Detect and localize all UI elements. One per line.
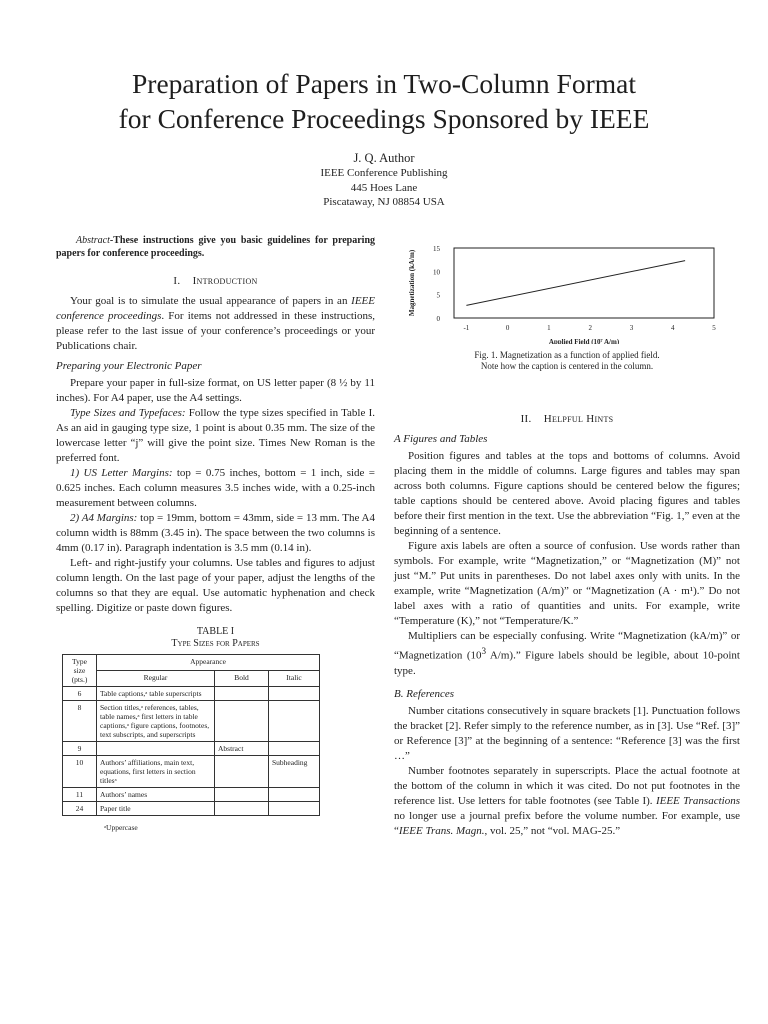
magnetization-chart <box>394 234 740 344</box>
figure-caption-line-1: Fig. 1. Magnetization as a function of applied field. <box>474 350 660 360</box>
hints-paragraph-b2 <box>394 764 740 839</box>
table-cell-size: 9 <box>63 742 97 756</box>
table-cell-italic: Subheading <box>269 756 320 788</box>
type-sizes-table <box>62 654 320 816</box>
abstract-label: Abstract <box>76 235 110 246</box>
intro-paragraph-1 <box>56 294 375 354</box>
inline-heading: 2) A4 Margins: <box>70 512 138 524</box>
table-cell-regular: Section titles,ᵃ references, tables, table names,ᵃ first letters in table captions,ᵃ figure captions, footnotes, text subscripts, and superscripts <box>97 701 215 742</box>
hints-paragraph-a2: Figure axis labels are often a source of confusion. Use words rather than symbols. For example, write “Magnetization,” or “Magnetization (M)” not just “M.” Put units in parentheses. Do not label axes only with units. In the example, write “Magnetization (A/m)” or “Magnetization (A · m¹).” Do not label axes with a ratio of quantities and units. For example, write “Temperature (K),” not “Temperature/K.” <box>394 540 740 627</box>
affiliation-line-1: IEEE Conference Publishing <box>320 167 448 179</box>
abstract-text: These instructions give you basic guidelines for preparing papers for conference proceedings. <box>56 235 375 259</box>
table-cell-regular: Authors’ names <box>97 788 215 802</box>
y-tick-label: 15 <box>433 245 440 253</box>
table-caption: Type Sizes for Papers <box>171 638 260 649</box>
table-row <box>63 788 320 802</box>
intro-paragraph-4 <box>56 466 375 511</box>
table-header-regular: Regular <box>97 671 215 687</box>
table-row <box>63 756 320 788</box>
table-header-bold: Bold <box>215 671 269 687</box>
text-run: no longer use a journal prefix before the volume number. For example, use “ <box>394 809 740 837</box>
section-number: I. <box>173 275 181 287</box>
table-cell-italic <box>269 802 320 816</box>
text-run: Multipliers can be especially confusing. Write “Magnetization (kA/m)” or “Magnetization (10 <box>394 630 740 662</box>
table-cell-regular: Table captions,ᵃ table superscripts <box>97 687 215 701</box>
text-run-italic: IEEE Trans. Magn. <box>398 824 485 837</box>
table-cell-size: 8 <box>63 701 97 742</box>
table-row <box>63 802 320 816</box>
text-run: A/m).” Figure labels should be legible, about 10-point type. <box>394 649 740 677</box>
table-footnote: ᵃUppercase <box>104 823 138 832</box>
intro-paragraph-6: Left- and right-justify your columns. Use tables and figures to adjust column length. On the last page of your paper, adjust the lengths of the columns so that they are equal. Use automatic hyphenation and check spelling. Digitize or paste down figures. <box>56 557 375 614</box>
text-run: Follow the type sizes specified in Table I. As an aid in gauging type size, 1 point is about 0.35 mm. The size of the lowercase letter “j” will give the point size. Times New Roman is the preferred font. <box>56 407 375 464</box>
table-cell-regular: Paper title <box>97 802 215 816</box>
table-cell-bold <box>215 701 269 742</box>
intro-paragraph-5 <box>56 511 375 556</box>
table-cell-size: 24 <box>63 802 97 816</box>
table-row <box>63 701 320 742</box>
table-cell-bold: Abstract <box>215 742 269 756</box>
intro-paragraph-2: Prepare your paper in full-size format, on US letter paper (8 ½ by 11 inches). For A4 paper, use the A4 settings. <box>56 377 375 404</box>
x-axis-label: Applied Field (10⁷ A/m) <box>548 338 620 344</box>
section-title: Introduction <box>192 275 258 287</box>
y-tick-label: 10 <box>433 268 440 277</box>
x-tick-label: 0 <box>505 324 510 332</box>
figure-caption-line-2: Note how the caption is centered in the column. <box>480 361 654 371</box>
table-cell-regular <box>97 742 215 756</box>
hints-paragraph-a3 <box>394 629 740 679</box>
author-name: J. Q. Author <box>353 151 415 165</box>
table-row <box>63 687 320 701</box>
text-run: Number footnotes separately in superscripts. Place the actual footnote at the bottom of the column in which it was cited. Do not put footnotes in the reference list. Use letters for table footnotes (see Table I). <box>394 764 740 807</box>
table-cell-italic <box>269 742 320 756</box>
table-body <box>63 687 320 816</box>
y-tick-label: 5 <box>436 291 440 300</box>
y-tick-label: 0 <box>436 315 440 323</box>
table-cell-italic <box>269 788 320 802</box>
subheading-electronic-paper: Preparing your Electronic Paper <box>56 360 202 372</box>
table-cell-size: 6 <box>63 687 97 701</box>
superscript: 3 <box>481 646 487 656</box>
table-header-type-size: Type size (pts.) <box>63 655 97 687</box>
subheading-references: B. References <box>394 687 455 700</box>
section-heading-helpful-hints <box>394 412 740 427</box>
x-tick-label: 3 <box>629 324 634 332</box>
plot-frame <box>454 248 714 318</box>
x-tick-label: 5 <box>712 324 716 332</box>
text-run: top = 19mm, bottom = 43mm, side = 13 mm. The A4 column width is 88mm (3.45 in). The space between the two columns is 4mm (0.17 in). Paragraph indentation is 3.5 mm (0.14 in). <box>56 512 375 554</box>
series-line <box>466 261 685 306</box>
text-run: top = 0.75 inches, bottom = 1 inch, side = 0.625 inches. Each column measures 3.5 inches wide, with a 0.25-inch measurement between columns. <box>56 467 375 509</box>
affiliation-line-3: Piscataway, NJ 08854 USA <box>323 196 445 208</box>
inline-heading: 1) US Letter Margins: <box>70 467 173 479</box>
abstract: Abstract-These instructions give you basic guidelines for preparing papers for conference proceedings. <box>56 235 375 259</box>
table-title <box>56 626 375 650</box>
text-run: Your goal is to simulate the usual appearance of papers in an <box>70 295 352 307</box>
table-header-italic: Italic <box>269 671 320 687</box>
text-run: . For items not addressed in these instructions, please refer to the last issue of your conference’s proceedings or your Publications chair. <box>56 310 375 352</box>
right-column <box>394 234 740 839</box>
table-cell-regular: Authors’ affiliations, main text, equations, first letters in section titlesᵃ <box>97 756 215 788</box>
inline-heading: Type Sizes and Typefaces: <box>70 407 186 419</box>
left-column <box>56 234 375 835</box>
y-axis-label: Magnetization (kA/m) <box>408 249 416 317</box>
x-tick-label: 4 <box>670 324 675 332</box>
table-cell-italic <box>269 701 320 742</box>
table-cell-bold <box>215 802 269 816</box>
table-label: TABLE I <box>196 626 235 637</box>
title-line-1: Preparation of Papers in Two-Column Format <box>132 68 636 99</box>
table-row <box>63 742 320 756</box>
table-header-appearance: Appearance <box>97 655 320 671</box>
x-tick-label: -1 <box>463 324 470 332</box>
x-tick-label: 1 <box>547 324 551 332</box>
figure-1 <box>394 234 740 344</box>
title-line-2: for Conference Proceedings Sponsored by IEEE <box>118 103 650 134</box>
table-cell-italic <box>269 687 320 701</box>
figure-caption <box>394 350 740 372</box>
subheading-figures-tables: A Figures and Tables <box>394 433 488 445</box>
text-run-italic: IEEE conference proceedings <box>56 295 375 322</box>
table-cell-bold <box>215 687 269 701</box>
table-cell-bold <box>215 788 269 802</box>
paper-title <box>40 66 728 136</box>
text-run: , vol. 25,” not “vol. MAG-25.” <box>484 824 621 837</box>
table-cell-size: 10 <box>63 756 97 788</box>
affiliation-line-2: 445 Hoes Lane <box>350 181 418 194</box>
section-title: Helpful Hints <box>543 413 614 425</box>
hints-paragraph-a1: Position figures and tables at the tops and bottoms of columns. Avoid placing them in the middle of columns. Large figures and tables may span across both columns. Figure captions should be centered below the figures; table captions should be centered above. Avoid placing figures and tables before their first mention in the text. Use the abbreviation “Fig. 1,” even at the beginning of a sentence. <box>394 450 740 537</box>
hints-paragraph-b1: Number citations consecutively in square brackets [1]. Punctuation follows the bracket [2]. Refer simply to the reference number, as in [3]. Use “Ref. [3]” or Reference [3]” at the beginning of a sentence: “Reference [3] was the first …” <box>394 704 740 762</box>
x-tick-label: 2 <box>588 324 592 332</box>
section-number: II. <box>520 413 532 425</box>
table-cell-bold <box>215 756 269 788</box>
table-cell-size: 11 <box>63 788 97 802</box>
text-run-italic: IEEE Transactions <box>655 794 740 807</box>
section-heading-introduction <box>56 274 375 289</box>
author-block <box>200 151 568 210</box>
intro-paragraph-3 <box>56 406 375 466</box>
